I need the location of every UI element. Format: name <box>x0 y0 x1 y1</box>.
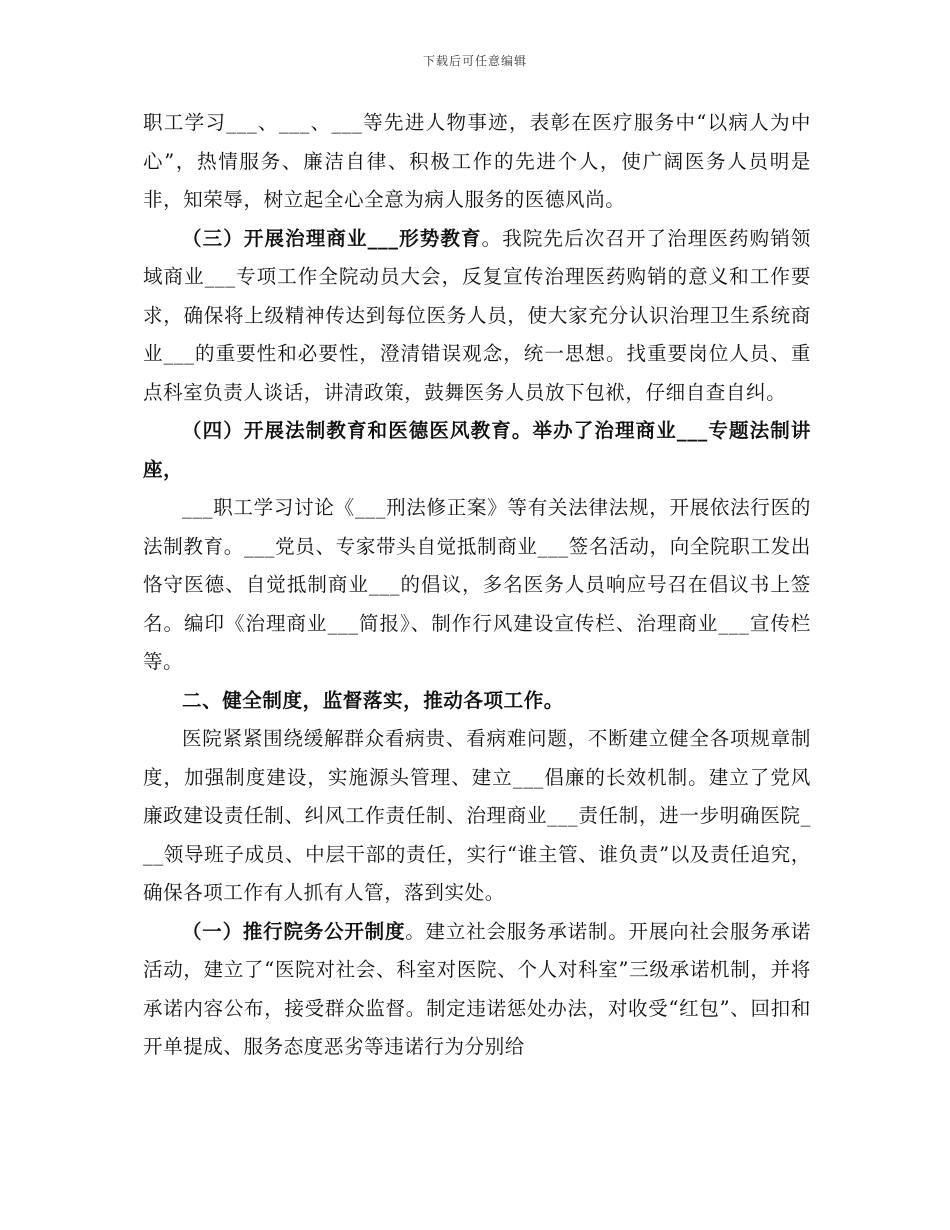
section-heading-2 <box>143 682 811 721</box>
paragraph-2 <box>143 220 811 413</box>
paragraph-7 <box>143 913 811 1067</box>
paragraph-1 <box>143 104 811 220</box>
section-heading-2-text: 二、健全制度，监督落实，推动各项工作。 <box>182 688 564 712</box>
paragraph-3 <box>143 412 811 489</box>
paragraph-7-lead: （一）推行院务公开制度 <box>182 919 406 943</box>
paragraph-3-lead: （四）开展法制教育和医德医风教育。举办了治理商业___专题法制讲座， <box>143 419 811 481</box>
paragraph-7-text: 。建立社会服务承诺制。开展向社会服务承诺活动，建立了“医院对社会、科室对医院、个人对科室”三级承诺机制，并将承诺内容公布，接受群众监督。制定违诺惩处办法，对收受“红包”、回扣和开单提成、服务态度恶劣等违诺行为分别给 <box>143 919 811 1058</box>
paragraph-4-text: ___职工学习讨论《___刑法修正案》等有关法律法规，开展依法行医的法制教育。___党员、专家带头自觉抵制商业___签名活动，向全院职工发出恪守医德、自觉抵制商业___的倡议，多名医务人员响应号召在倡议书上签名。编印《治理商业___简报》、制作行风建设宣传栏、治理商业___宣传栏等。 <box>143 496 811 673</box>
paragraph-4 <box>143 489 811 682</box>
paragraph-2-lead: （三）开展治理商业___形势教育 <box>182 226 482 250</box>
paragraph-2-text: 。我院先后次召开了治理医药购销领域商业___专项工作全院动员大会，反复宣传治理医药购销的意义和工作要求，确保将上级精神传达到每位医务人员，使大家充分认识治理卫生系统商业___的重要性和必要性，澄清错误观念，统一思想。找重要岗位人员、重点科室负责人谈话，讲清政策，鼓舞医务人员放下包袱，仔细自查自纠。 <box>143 226 811 404</box>
paragraph-6 <box>143 720 811 913</box>
paragraph-1-text: 职工学习___、___、___等先进人物事迹，表彰在医疗服务中“以病人为中心”，热情服务、廉洁自律、积极工作的先进个人，使广阔医务人员明是非，知荣辱，树立起全心全意为病人服务的医德风尚。 <box>143 111 811 211</box>
page-header: 下载后可任意编辑 <box>422 54 527 68</box>
document-body <box>143 104 811 1067</box>
paragraph-6-text: 医院紧紧围绕缓解群众看病贵、看病难问题，不断建立健全各项规章制度，加强制度建设，实施源头管理、建立___倡廉的长效机制。建立了党风廉政建设责任制、纠风工作责任制、治理商业___责任制，进一步明确医院___领导班子成员、中层干部的责任，实行“谁主管、谁负责”以及责任追究，确保各项工作有人抓有人管，落到实处。 <box>143 727 811 904</box>
